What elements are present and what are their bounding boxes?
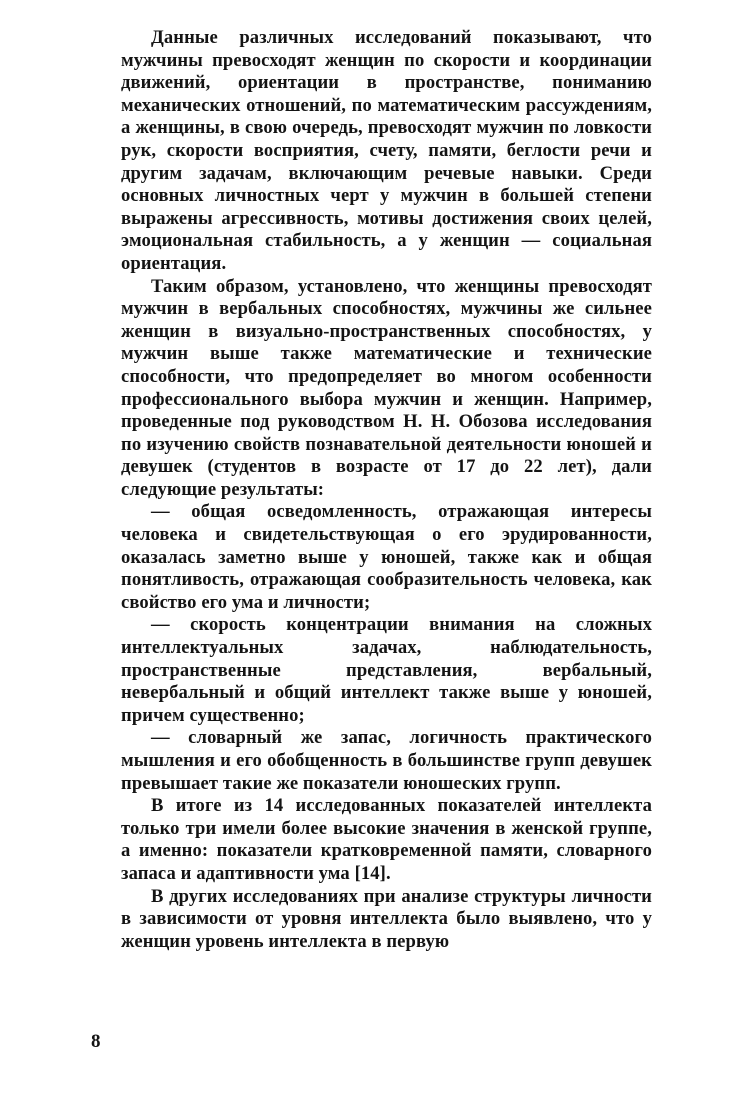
paragraph-3: В итоге из 14 исследованных показателей интеллекта только три имели более высокие значения в женской группе, а именно: показатели кратковременной памяти, словарного запаса и адаптивности ума [14]. — [121, 795, 652, 884]
paragraph-2: Таким образом, установлено, что женщины превосходят мужчин в вербальных способностях, мужчины же сильнее женщин в визуально-пространственных способностях, у мужчин выше также математические и технические способности, что предопределяет во многом особенности профессионального выбора мужчин и женщин. Например, проведенные под руководством Н. Н. Обозова исследования по изучению свойств познавательной деятельности юношей и девушек (студентов в возрасте от 17 до 22 лет), дали следующие результаты: — [121, 275, 652, 500]
list-item-2: — скорость концентрации внимания на сложных интеллектуальных задачах, наблюдательность, пространственные представления, вербальный, невербальный и общий интеллект также выше у юношей, причем существенно; — [121, 614, 652, 726]
page-number: 8 — [91, 1031, 101, 1052]
paragraph-4: В других исследованиях при анализе структуры личности в зависимости от уровня интеллекта было выявлено, что у женщин уровень интеллекта в первую — [121, 885, 652, 952]
list-item-1: — общая осведомленность, отражающая интересы человека и свидетельствующая о его эрудированности, оказалась заметно выше у юношей, также как и общая понятливость, отражающая сообразительность человека, как свойство его ума и личности; — [121, 501, 652, 613]
paragraph-1: Данные различных исследований показывают, что мужчины превосходят женщин по скорости и координации движений, ориентации в пространстве, пониманию механических отношений, по математическим рассуждениям, а женщины, в свою очередь, превосходят мужчин по ловкости рук, скорости восприятия, счету, памяти, беглости речи и другим задачам, включающим речевые навыки. Среди основных личностных черт у мужчин в большей степени выражены агрессивность, мотивы достижения своих целей, эмоциональная стабильность, а у женщин — социальная ориентация. — [121, 27, 652, 274]
body-text — [121, 27, 652, 953]
list-item-3: — словарный же запас, логичность практического мышления и его обобщенность в большинстве групп девушек превышает такие же показатели юношеских групп. — [121, 727, 652, 794]
